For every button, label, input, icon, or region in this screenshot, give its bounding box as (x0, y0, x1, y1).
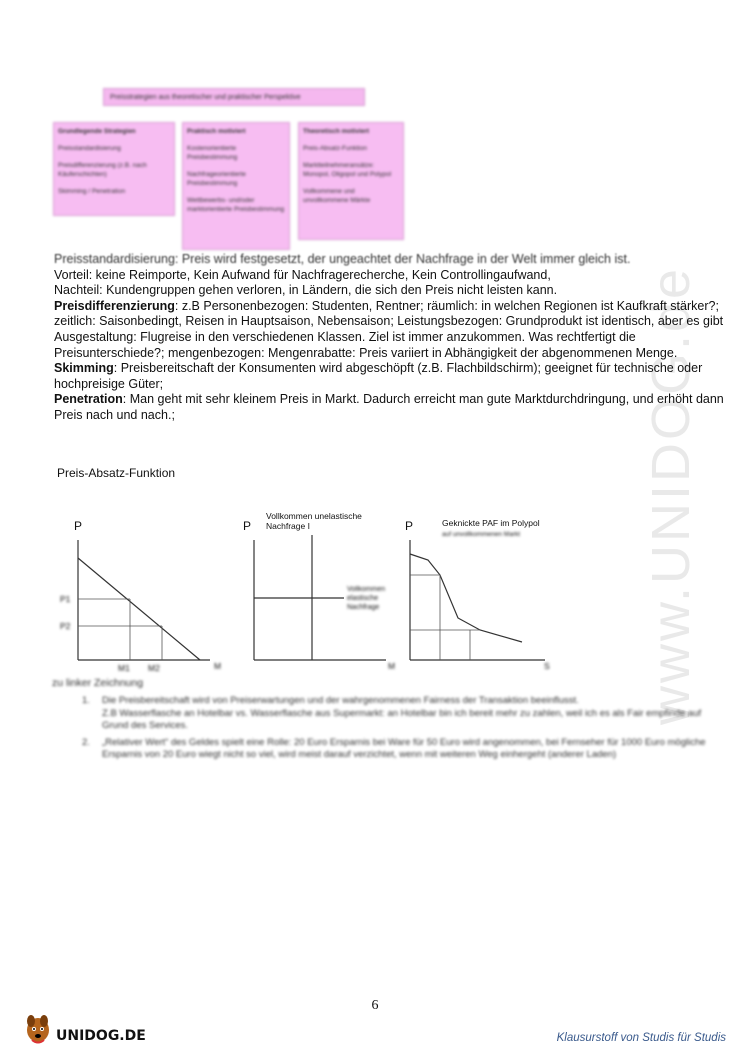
column-item: Wettbewerbs- und/oder marktorientierte Preisbestimmung (187, 197, 285, 213)
graph1-svg (60, 530, 230, 680)
column-item: Preisstandardisierung (58, 145, 121, 152)
graph3-svg (400, 530, 560, 680)
column-item: Skimming / Penetration (58, 188, 126, 195)
page-number: 6 (371, 998, 379, 1013)
graph1-m1-label: M1 (118, 663, 130, 673)
graph2-title: Vollkommen unelastische Nachfrage I (266, 511, 362, 531)
list-text: „Relativer Wert“ des Geldes spielt eine Rolle: 20 Euro Ersparnis bei Ware für 50 Euro wird angenommen, bei Fernseher für 1000 Euro mögliche Ersparnis von 20 Euro wiegt nicht so viel, wird meist darauf verzichtet, wenn mit weiteren Weg einhergeht (anderer Laden) (102, 736, 706, 760)
graph1-y-label: P (74, 519, 83, 533)
standardization-line: Preisstandardisierung: Preis wird festgesetzt, der ungeachtet der Nachfrage in der Welt immer gleich ist. (54, 252, 631, 266)
penetration-text: : Man geht mit sehr kleinem Preis in Markt. Dadurch erreicht man gute Marktdurchdringung, und erhöht dann Preis nach und nach.; (54, 392, 724, 422)
graph1-demand-line (78, 558, 200, 660)
graph2-x-label: M (388, 661, 396, 671)
term-skimming: Skimming (54, 361, 114, 376)
list-number: 1. (82, 695, 90, 706)
strategy-header-box: Preisstrategien aus theoretischer und praktischer Perspektive (103, 88, 365, 106)
list-text: Die Preisbereitschaft wird von Preiserwartungen und der wahrgenommenen Fairness der Transaktion beeinflusst. (102, 695, 579, 706)
list-number: 2. (82, 736, 90, 748)
graph3-subtitle: auf unvollkommenen Markt (442, 531, 521, 538)
graph1-m2-label: M2 (148, 663, 160, 673)
column-item: Nachfrageorientierte Preisbestimmung (187, 171, 246, 187)
drawing-caption: zu linker Zeichnung (52, 677, 144, 689)
term-differentiation: Preisdifferenzierung (54, 298, 175, 313)
graph1-p2-label: P2 (60, 621, 71, 631)
graph2-note: Vollkommen elastische Nachfrage (347, 586, 386, 611)
logo-text: UNIDOG.DE (56, 1028, 146, 1044)
list-item (82, 737, 722, 762)
numbered-list (82, 695, 722, 762)
footer-slogan: Klausurstoff von Studis für Studis (556, 1032, 726, 1044)
differentiation-text: : z.B Personenbezogen: Studenten, Rentner; räumlich: in welchen Regionen ist Kaufkraft stärker?; zeitlich: Saisonbedingt, Reisen in Hauptsaison, Nebensaison; Leistungsbezogen: Grundprodukt ist identisch, aber es gibt Ausgestaltung: Flugreise in den verschiedenen Klassen. Ziel ist immer anzukommen. Was rechtfertigt die Preisunterschiede?; mengenbezogen: Mengenrabatte: Preis variiert in Abhängigkeit der abgenommenen Menge. (54, 298, 724, 360)
column-title: Theoretisch motiviert (303, 128, 370, 135)
term-penetration: Penetration (54, 392, 123, 407)
penetration-paragraph (54, 392, 724, 423)
watermark: www.UNIDOG.de (641, 265, 701, 725)
graph1-p1-label: P1 (60, 594, 71, 604)
body-text (54, 252, 724, 424)
graph3-y-label: P (405, 519, 414, 533)
skimming-text: : Preisbereitschaft der Konsumenten wird abgeschöpft (z.B. Flachbildschirm); geeignet für technische oder hochpreisige Güter; (54, 361, 703, 391)
column-practical (182, 122, 290, 250)
column-title: Grundlegende Strategien (58, 128, 136, 135)
graph1-x-label: M (214, 661, 222, 671)
graph3-title: Geknickte PAF im Polypol (442, 518, 540, 528)
list-extra: Z.B Wasserflasche an Hotelbar vs. Wasserflasche aus Supermarkt: an Hotelbar bin ich bereit mehr zu zahlen, weil ich es als Fair empfinde auf Grund des Services. (102, 707, 702, 731)
graph3-kinked-curve (410, 554, 522, 642)
column-item: Marktteilnehmeransätze: Monopol, Oligopol und Polypol (303, 162, 392, 178)
graph3-x-label: S (544, 661, 550, 671)
column-item: Vollkommene und unvollkommene Märkte (303, 188, 371, 204)
column-basic-strategies (53, 122, 175, 216)
list-item (82, 695, 722, 733)
differentiation-paragraph (54, 299, 724, 361)
column-item: Preis-Absatz-Funktion (303, 145, 367, 152)
column-item: Preisdifferenzierung (z.B. nach Käuferschichten) (58, 162, 147, 178)
advantage-line: Vorteil: keine Reimporte, Kein Aufwand für Nachfragerecherche, Kein Controllingaufwand, (54, 267, 551, 282)
disadvantage-line: Nachteil: Kundengruppen gehen verloren, in Ländern, die sich den Preis nicht leisten kann. (54, 283, 558, 298)
skimming-paragraph (54, 361, 724, 392)
graph2-y-label: P (243, 519, 252, 533)
column-theoretical (298, 122, 404, 240)
section-title: Preis-Absatz-Funktion (57, 466, 176, 480)
column-title: Praktisch motiviert (187, 128, 246, 135)
column-item: Kostenorientierte Preisbestimmung (187, 145, 238, 161)
